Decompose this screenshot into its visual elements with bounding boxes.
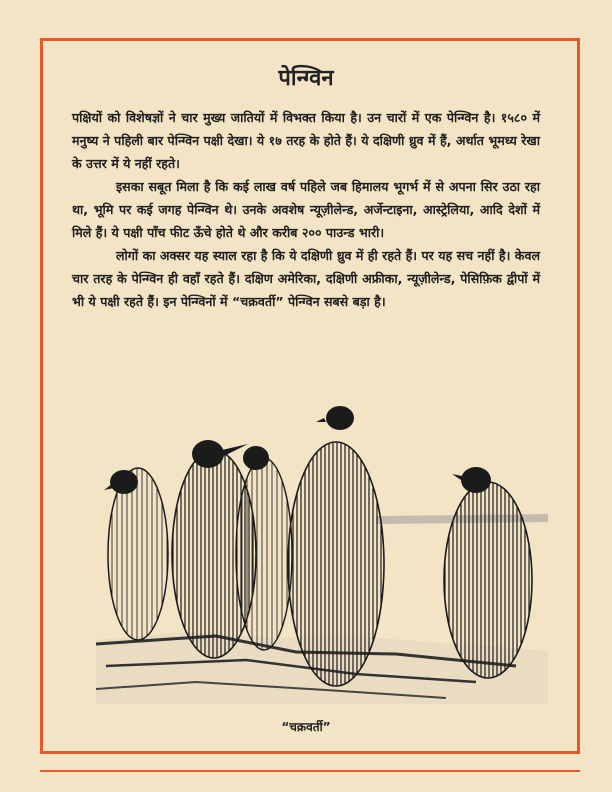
penguin-1	[104, 468, 168, 640]
penguin-5	[444, 467, 532, 678]
penguin-4	[288, 406, 384, 686]
paragraph-1: पक्षियों को विशेषज्ञों ने चार मुख्य जातियों में विभक्त किया है। उन चारों में एक पेन्ग्विन है। १५८० में मनुष्य ने पहिली बार पेन्ग्विन पक्षी देखा। ये १७ तरह के होते हैं। ये दक्षिणी ध्रुव में हैं, अर्थात भूमध्य रेखा के उत्तर में ये नहीं रहते।	[72, 110, 540, 171]
page-title: पेन्ग्विन	[278, 66, 334, 91]
paragraph-3: लोगों का अक्सर यह स्याल रहा है कि ये दक्षिणी ध्रुव में ही रहते हैं। पर यह सच नहीं है। केवल चार तरह के पेन्ग्विन ही वहाँ रहते हैं। दक्षिण अमेरिका, दक्षिणी अफ्रीका, न्यूज़ीलेन्ड, पेसिफ़िक द्वीपों में भी ये पक्षी रहते हैं। इन पेन्ग्विनों में “चक्रवर्ती” पेन्ग्विन सबसे बड़ा है।	[72, 248, 540, 309]
illustration-caption: “चक्रवर्ती”	[281, 720, 331, 734]
penguin-3	[236, 446, 292, 650]
article-body	[72, 106, 540, 313]
paragraph-2: इसका सबूत मिला है कि कई लाख वर्ष पहिले जब हिमालय भूगर्भ में से अपना सिर उठा रहा था, भूमि पर कई जगह पेन्ग्विन थे। उनके अवशेष न्यूज़ीलेन्ड, अर्जेन्टाइना, आस्ट्रेलिया, आदि देशों में मिले हैं। ये पक्षी पाँच फीट ऊँचे होते थे और करीब २०० पाउन्ड भारी।	[72, 179, 540, 240]
bottom-rule	[40, 770, 580, 772]
penguin-illustration	[96, 404, 548, 714]
